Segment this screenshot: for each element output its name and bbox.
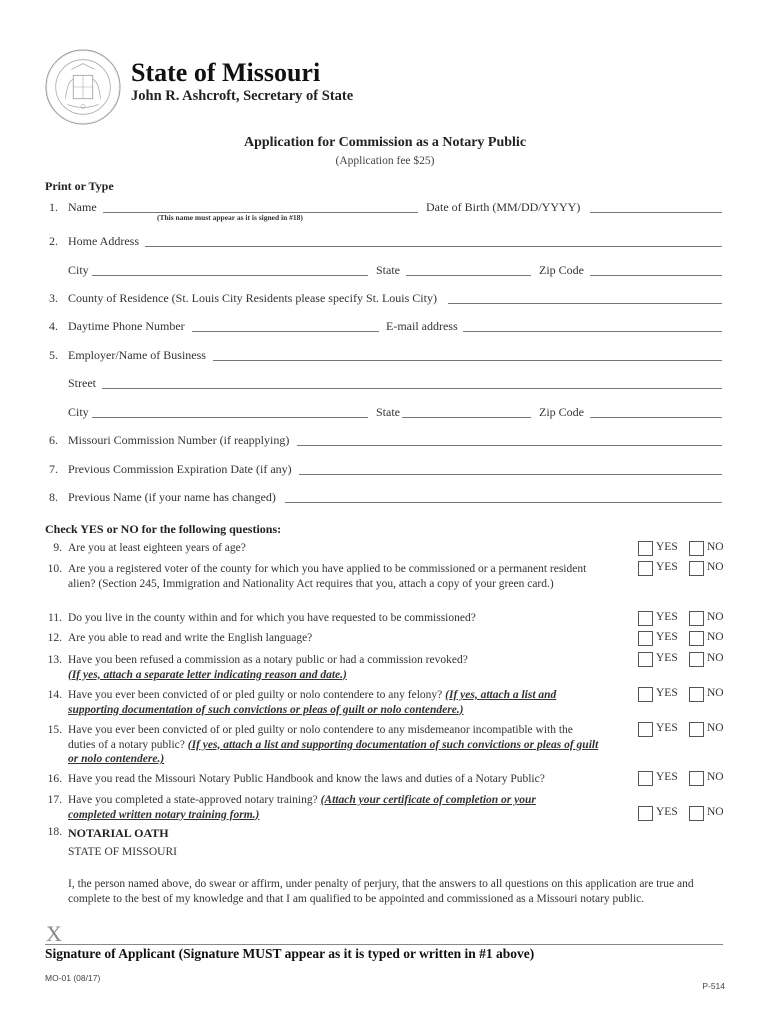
name-label: Name [68,200,97,214]
signature-x-mark: X [46,921,62,946]
prev-name-row [0,489,770,507]
application-title: Application for Commission as a Notary Public [243,135,527,150]
employer-state-field[interactable] [402,417,531,418]
no-label: NO [707,541,724,553]
oath-heading: NOTARIAL OATH [68,826,169,840]
oath-number: 18. [47,826,62,838]
q13-no-checkbox[interactable] [689,652,704,667]
yes-label: YES [656,611,678,623]
q13-yes-checkbox[interactable] [638,652,653,667]
q12-yes-checkbox[interactable] [638,631,653,646]
zip-label: Zip Code [539,405,584,419]
question-number: 13. [47,654,62,666]
missouri-seal-icon [44,48,122,126]
question-text: Have you been refused a commission as a notary public or had a commission revoked? [68,654,468,666]
question-number: 16. [47,773,62,785]
prev-expiration-label: Previous Commission Expiration Date (if any) [68,462,292,476]
commission-number-field[interactable] [297,445,722,446]
yes-label: YES [656,541,678,553]
city-label: City [68,263,89,277]
yes-label: YES [656,722,678,734]
oath-state: STATE OF MISSOURI [68,846,177,858]
q15-no-checkbox[interactable] [689,722,704,737]
no-label: NO [707,771,724,783]
form-code: MO-01 (08/17) [45,973,101,983]
state-field[interactable] [406,275,531,276]
field-number: 7. [49,462,58,476]
prev-name-field[interactable] [285,502,722,503]
employer-field[interactable] [213,360,722,361]
q17-no-checkbox[interactable] [689,806,704,821]
state-label: State [376,263,400,277]
signature-field[interactable] [45,944,723,945]
print-or-type-label: Print or Type [45,179,114,193]
page-code: P-514 [702,981,725,991]
q14-yes-checkbox[interactable] [638,687,653,702]
oath-text: I, the person named above, do swear or affirm, under penalty of perjury, that the answers to all questions on this application are true and complete to the best of my knowledge and that I am qualified to be appointed and commissioned as a Missouri notary public. [68,878,694,905]
dob-field[interactable] [590,212,722,213]
question-text: Are you a registered voter of the county for which you have applied to be commissioned or a permanent resident alien? (Section 245, Immigration and Nationality Act requires that you, attach a copy of your green card.) [68,563,587,590]
no-label: NO [707,806,724,818]
street-row [0,375,770,393]
street-field[interactable] [102,388,722,389]
county-label: County of Residence (St. Louis City Residents please specify St. Louis City) [68,291,437,305]
field-number: 3. [49,291,58,305]
q11-no-checkbox[interactable] [689,611,704,626]
employer-zip-field[interactable] [590,417,722,418]
field-number: 5. [49,348,58,362]
state-label: State [376,405,400,419]
question-number: 12. [47,632,62,644]
yes-label: YES [656,631,678,643]
no-label: NO [707,722,724,734]
q12-no-checkbox[interactable] [689,631,704,646]
q9-yes-checkbox[interactable] [638,541,653,556]
question-text: Are you at least eighteen years of age? [68,542,246,554]
q17-yes-checkbox[interactable] [638,806,653,821]
name-note: (This name must appear as it is signed in #18) [157,213,303,222]
dob-label: Date of Birth (MM/DD/YYYY) [426,200,581,214]
county-row [0,290,770,308]
secretary-of-state: John R. Ashcroft, Secretary of State [131,88,354,104]
home-city-row [0,262,770,280]
phone-field[interactable] [192,331,379,332]
q14-no-checkbox[interactable] [689,687,704,702]
yes-label: YES [656,806,678,818]
city-field[interactable] [92,275,368,276]
zip-field[interactable] [590,275,722,276]
no-label: NO [707,652,724,664]
questions-heading: Check YES or NO for the following questions: [45,522,282,536]
yes-label: YES [656,652,678,664]
prev-expiration-field[interactable] [299,474,722,475]
question-text: Have you completed a state-approved notary training? [68,794,321,806]
county-field[interactable] [448,303,722,304]
question-note: (If yes, attach a list and supporting documentation of such convictions or pleas of guilt or nolo contendere.) [68,689,557,716]
question-number: 15. [47,724,62,736]
no-label: NO [707,631,724,643]
question-text: Have you ever been convicted of or pled guilty or nolo contendere to any felony? [68,689,446,701]
question-number: 10. [47,563,62,575]
phone-email-row [0,318,770,336]
field-number: 4. [49,319,58,333]
street-label: Street [68,376,96,390]
employer-city-row [0,404,770,422]
field-number: 2. [49,234,58,248]
no-label: NO [707,687,724,699]
phone-label: Daytime Phone Number [68,319,185,333]
question-number: 9. [53,542,62,554]
field-number: 8. [49,490,58,504]
yes-label: YES [656,687,678,699]
home-address-field[interactable] [145,246,722,247]
question-note: (Attach your certificate of completion or your completed written notary training form.) [68,794,536,821]
name-row [0,199,770,217]
state-title: State of Missouri [131,58,321,87]
field-number: 6. [49,433,58,447]
question-number: 11. [48,612,62,624]
q10-no-checkbox[interactable] [689,561,704,576]
employer-city-field[interactable] [92,417,368,418]
question-number: 14. [47,689,62,701]
question-text: Have you ever been convicted of or pled guilty or nolo contendere to any misdemeanor incompatible with the duties of a notary public? [68,724,573,751]
question-number: 17. [47,794,62,806]
q15-yes-checkbox[interactable] [638,722,653,737]
signature-label: Signature of Applicant (Signature MUST appear as it is typed or written in #1 above) [45,946,535,961]
zip-label: Zip Code [539,263,584,277]
no-label: NO [707,611,724,623]
prev-expiration-row [0,461,770,479]
q9-no-checkbox[interactable] [689,541,704,556]
q16-yes-checkbox[interactable] [638,771,653,786]
prev-name-label: Previous Name (if your name has changed) [68,490,276,504]
q10-yes-checkbox[interactable] [638,561,653,576]
application-fee: (Application fee $25) [335,155,435,167]
question-note: (If yes, attach a list and supporting documentation of such convictions or pleas of guilt or nolo contendere.) [68,738,599,765]
question-text: Have you read the Missouri Notary Public Handbook and know the laws and duties of a Notary Public? [68,773,545,785]
home-address-row [0,233,770,251]
yes-label: YES [656,561,678,573]
yes-label: YES [656,771,678,783]
field-number: 1. [49,200,58,214]
commission-number-row [0,432,770,450]
city-label: City [68,405,89,419]
q16-no-checkbox[interactable] [689,771,704,786]
q11-yes-checkbox[interactable] [638,611,653,626]
question-text: Do you live in the county within and for which you have requested to be commissioned? [68,612,476,624]
commission-number-label: Missouri Commission Number (if reapplying) [68,433,290,447]
employer-label: Employer/Name of Business [68,348,206,362]
question-note: (If yes, attach a separate letter indicating reason and date.) [68,668,347,681]
email-field[interactable] [463,331,722,332]
question-text: Are you able to read and write the English language? [68,632,313,644]
no-label: NO [707,561,724,573]
home-address-label: Home Address [68,234,139,248]
email-label: E-mail address [386,319,458,333]
employer-row [0,347,770,365]
